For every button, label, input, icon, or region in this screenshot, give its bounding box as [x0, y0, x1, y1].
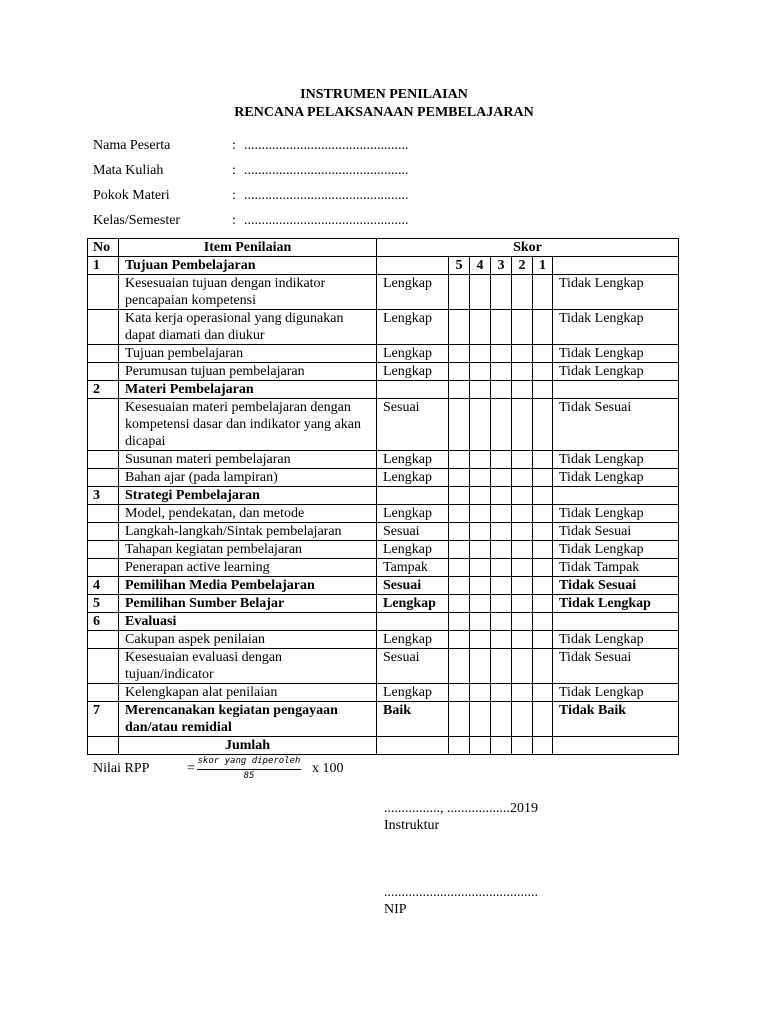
score-header-4: 4	[470, 257, 491, 275]
item-row	[88, 684, 679, 702]
score-cell	[491, 559, 512, 577]
score-cell	[470, 381, 491, 399]
criteria-positive: Lengkap	[377, 310, 449, 345]
total-no-cell	[88, 737, 119, 755]
item-no-cell	[88, 399, 119, 451]
section-title: Pemilihan Sumber Belajar	[119, 595, 377, 613]
score-header-5: 5	[449, 257, 470, 275]
signature-name-line: ............................................	[384, 885, 538, 900]
score-cell	[512, 523, 533, 541]
item-no-cell	[88, 559, 119, 577]
criteria-negative: Tidak Lengkap	[553, 541, 679, 559]
item-row	[88, 310, 679, 345]
criteria-positive: Lengkap	[377, 505, 449, 523]
score-cell	[449, 577, 470, 595]
info-label: Nama Peserta	[93, 138, 171, 153]
formula-equals: =	[187, 761, 195, 776]
item-row	[88, 541, 679, 559]
score-cell	[491, 523, 512, 541]
item-no-cell	[88, 275, 119, 310]
criteria-negative: Tidak Lengkap	[553, 469, 679, 487]
formula-label: Nilai RPP	[93, 761, 150, 776]
criteria-positive: Lengkap	[377, 345, 449, 363]
document-subtitle: RENCANA PELAKSANAAN PEMBELAJARAN	[234, 105, 534, 120]
section-number: 6	[88, 613, 119, 631]
score-cell	[512, 505, 533, 523]
info-row-mata-kuliah	[93, 162, 409, 187]
criteria-positive: Lengkap	[377, 541, 449, 559]
criteria-positive: Sesuai	[377, 649, 449, 684]
criteria-positive: Lengkap	[377, 451, 449, 469]
score-cell	[533, 631, 553, 649]
header-item: Item Penilaian	[119, 239, 377, 257]
score-cell	[533, 275, 553, 310]
score-cell	[512, 275, 533, 310]
section-row	[88, 381, 679, 399]
section-row	[88, 595, 679, 613]
item-text: Cakupan aspek penilaian	[119, 631, 377, 649]
score-cell	[491, 684, 512, 702]
score-cell	[533, 505, 553, 523]
section-number: 4	[88, 577, 119, 595]
score-cell	[533, 451, 553, 469]
score-cell	[470, 631, 491, 649]
item-row	[88, 505, 679, 523]
score-cell	[449, 649, 470, 684]
score-cell	[449, 737, 470, 755]
criteria-positive: Lengkap	[377, 631, 449, 649]
score-cell	[533, 649, 553, 684]
item-text: Kelengkapan alat penilaian	[119, 684, 377, 702]
score-header-3: 3	[491, 257, 512, 275]
score-cell	[533, 577, 553, 595]
section-number: 5	[88, 595, 119, 613]
criteria-positive	[377, 737, 449, 755]
score-cell	[449, 505, 470, 523]
criteria-positive	[377, 381, 449, 399]
item-row	[88, 559, 679, 577]
item-no-cell	[88, 505, 119, 523]
criteria-positive: Baik	[377, 702, 449, 737]
score-cell	[470, 684, 491, 702]
score-cell	[491, 399, 512, 451]
score-cell	[512, 381, 533, 399]
score-cell	[491, 541, 512, 559]
score-cell	[533, 487, 553, 505]
score-cell	[470, 613, 491, 631]
score-cell	[512, 737, 533, 755]
section-title: Tujuan Pembelajaran	[119, 257, 377, 275]
score-cell	[512, 702, 533, 737]
score-cell	[449, 702, 470, 737]
score-cell	[491, 702, 512, 737]
section-title: Evaluasi	[119, 613, 377, 631]
score-cell	[491, 577, 512, 595]
score-cell	[491, 631, 512, 649]
signature-nip: NIP	[384, 902, 407, 917]
header-skor: Skor	[377, 239, 679, 257]
score-cell	[449, 541, 470, 559]
score-cell	[491, 595, 512, 613]
criteria-positive	[377, 613, 449, 631]
score-cell	[491, 451, 512, 469]
score-cell	[491, 363, 512, 381]
info-separator: :	[232, 188, 236, 203]
score-cell	[449, 381, 470, 399]
score-formula	[93, 753, 413, 793]
table-header-row	[88, 239, 679, 257]
criteria-negative: Tidak Lengkap	[553, 684, 679, 702]
criteria-negative: Tidak Sesuai	[553, 577, 679, 595]
item-text: Tahapan kegiatan pembelajaran	[119, 541, 377, 559]
item-no-cell	[88, 631, 119, 649]
document-title: INSTRUMEN PENILAIAN	[300, 87, 468, 102]
score-cell	[491, 310, 512, 345]
item-row	[88, 345, 679, 363]
section-number: 2	[88, 381, 119, 399]
score-cell	[470, 345, 491, 363]
item-text: Kata kerja operasional yang digunakan dapat diamati dan diukur	[119, 310, 377, 345]
score-cell	[533, 541, 553, 559]
score-cell	[533, 469, 553, 487]
score-cell	[470, 505, 491, 523]
score-cell	[533, 310, 553, 345]
criteria-positive: Sesuai	[377, 523, 449, 541]
criteria-positive: Lengkap	[377, 363, 449, 381]
criteria-negative: Tidak Lengkap	[553, 363, 679, 381]
score-cell	[449, 631, 470, 649]
criteria-positive	[377, 487, 449, 505]
criteria-positive: Lengkap	[377, 275, 449, 310]
section-row	[88, 577, 679, 595]
score-cell	[533, 345, 553, 363]
item-no-cell	[88, 310, 119, 345]
criteria-negative	[553, 381, 679, 399]
score-cell	[533, 684, 553, 702]
info-fill-line: ...............................................	[244, 138, 409, 153]
item-text: Kesesuaian tujuan dengan indikator pencapaian kompetensi	[119, 275, 377, 310]
section-row	[88, 487, 679, 505]
score-cell	[491, 345, 512, 363]
formula-multiplier: x 100	[312, 761, 344, 776]
info-fill-line: ...............................................	[244, 213, 409, 228]
info-fill-line: ...............................................	[244, 188, 409, 203]
participant-info	[93, 137, 409, 237]
item-no-cell	[88, 363, 119, 381]
item-row	[88, 469, 679, 487]
score-cell	[512, 469, 533, 487]
criteria-positive: Lengkap	[377, 595, 449, 613]
criteria-negative	[553, 737, 679, 755]
score-cell	[449, 613, 470, 631]
score-cell	[533, 613, 553, 631]
score-cell	[491, 737, 512, 755]
criteria-negative: Tidak Lengkap	[553, 310, 679, 345]
criteria-positive: Lengkap	[377, 684, 449, 702]
score-spacer	[553, 257, 679, 275]
score-cell	[470, 275, 491, 310]
score-cell	[512, 577, 533, 595]
criteria-positive: Sesuai	[377, 399, 449, 451]
info-separator: :	[232, 138, 236, 153]
score-cell	[491, 275, 512, 310]
item-text: Langkah-langkah/Sintak pembelajaran	[119, 523, 377, 541]
formula-numerator: skor yang diperoleh	[197, 755, 301, 770]
score-cell	[512, 595, 533, 613]
info-row-kelas-semester	[93, 212, 409, 237]
item-text: Susunan materi pembelajaran	[119, 451, 377, 469]
criteria-negative: Tidak Sesuai	[553, 399, 679, 451]
item-text: Perumusan tujuan pembelajaran	[119, 363, 377, 381]
score-cell	[533, 523, 553, 541]
score-cell	[512, 487, 533, 505]
score-cell	[533, 363, 553, 381]
criteria-negative: Tidak Lengkap	[553, 275, 679, 310]
score-cell	[512, 345, 533, 363]
assessment-table	[87, 238, 679, 755]
section-row	[88, 613, 679, 631]
criteria-positive: Sesuai	[377, 577, 449, 595]
score-cell	[470, 737, 491, 755]
info-row-nama-peserta	[93, 137, 409, 162]
item-text: Bahan ajar (pada lampiran)	[119, 469, 377, 487]
item-no-cell	[88, 451, 119, 469]
score-cell	[470, 559, 491, 577]
section-title: Merencanakan kegiatan pengayaan dan/atau remidial	[119, 702, 377, 737]
item-row	[88, 523, 679, 541]
score-cell	[470, 595, 491, 613]
section-row	[88, 702, 679, 737]
score-cell	[470, 399, 491, 451]
section-number: 7	[88, 702, 119, 737]
header-no: No	[88, 239, 119, 257]
score-cell	[449, 684, 470, 702]
formula-fraction	[197, 755, 301, 783]
score-cell	[491, 469, 512, 487]
item-text: Kesesuaian evaluasi dengan tujuan/indicator	[119, 649, 377, 684]
score-cell	[533, 595, 553, 613]
section-title: Materi Pembelajaran	[119, 381, 377, 399]
score-header-2: 2	[512, 257, 533, 275]
score-cell	[470, 702, 491, 737]
score-cell	[449, 451, 470, 469]
info-row-pokok-materi	[93, 187, 409, 212]
item-no-cell	[88, 523, 119, 541]
score-cell	[470, 577, 491, 595]
signature-date-line: ................, ..................2019	[384, 801, 538, 816]
score-cell	[512, 631, 533, 649]
score-cell	[449, 595, 470, 613]
score-cell	[491, 505, 512, 523]
item-row	[88, 399, 679, 451]
score-cell	[449, 559, 470, 577]
score-spacer	[377, 257, 449, 275]
total-label: Jumlah	[119, 737, 377, 755]
criteria-negative: Tidak Lengkap	[553, 631, 679, 649]
info-separator: :	[232, 163, 236, 178]
item-text: Model, pendekatan, dan metode	[119, 505, 377, 523]
item-text: Penerapan active learning	[119, 559, 377, 577]
signature-role: Instruktur	[384, 818, 440, 833]
assessment-table-body	[88, 239, 679, 755]
score-cell	[449, 523, 470, 541]
score-cell	[491, 381, 512, 399]
score-cell	[512, 541, 533, 559]
section-number: 1	[88, 257, 119, 275]
info-label: Mata Kuliah	[93, 163, 164, 178]
item-text: Tujuan pembelajaran	[119, 345, 377, 363]
item-row	[88, 631, 679, 649]
criteria-negative: Tidak Baik	[553, 702, 679, 737]
score-cell	[512, 559, 533, 577]
item-no-cell	[88, 541, 119, 559]
score-cell	[512, 363, 533, 381]
score-cell	[470, 523, 491, 541]
score-cell	[491, 613, 512, 631]
info-separator: :	[232, 213, 236, 228]
score-cell	[470, 451, 491, 469]
score-cell	[512, 310, 533, 345]
info-label: Kelas/Semester	[93, 213, 181, 228]
score-cell	[470, 649, 491, 684]
info-fill-line: ...............................................	[244, 163, 409, 178]
info-label: Pokok Materi	[93, 188, 170, 203]
score-cell	[533, 737, 553, 755]
score-cell	[449, 275, 470, 310]
score-header-1: 1	[533, 257, 553, 275]
score-cell	[512, 451, 533, 469]
score-cell	[449, 487, 470, 505]
score-cell	[470, 363, 491, 381]
item-no-cell	[88, 684, 119, 702]
criteria-negative: Tidak Lengkap	[553, 505, 679, 523]
criteria-positive: Lengkap	[377, 469, 449, 487]
score-cell	[449, 310, 470, 345]
score-cell	[512, 684, 533, 702]
criteria-negative: Tidak Lengkap	[553, 345, 679, 363]
criteria-negative: Tidak Lengkap	[553, 595, 679, 613]
score-cell	[491, 487, 512, 505]
score-cell	[470, 487, 491, 505]
total-row	[88, 737, 679, 755]
item-row	[88, 649, 679, 684]
score-cell	[449, 399, 470, 451]
item-row	[88, 363, 679, 381]
score-cell	[533, 399, 553, 451]
section-number: 3	[88, 487, 119, 505]
item-row	[88, 275, 679, 310]
score-cell	[470, 469, 491, 487]
criteria-negative: Tidak Lengkap	[553, 451, 679, 469]
criteria-negative	[553, 613, 679, 631]
item-no-cell	[88, 649, 119, 684]
formula-denominator: 85	[243, 771, 255, 781]
score-cell	[449, 345, 470, 363]
criteria-negative: Tidak Sesuai	[553, 649, 679, 684]
score-cell	[491, 649, 512, 684]
score-cell	[470, 541, 491, 559]
section-row	[88, 257, 679, 275]
criteria-negative: Tidak Sesuai	[553, 523, 679, 541]
criteria-negative	[553, 487, 679, 505]
score-cell	[533, 381, 553, 399]
document-title-block	[0, 86, 768, 122]
score-cell	[533, 559, 553, 577]
item-no-cell	[88, 345, 119, 363]
section-title: Strategi Pembelajaran	[119, 487, 377, 505]
criteria-negative: Tidak Tampak	[553, 559, 679, 577]
item-no-cell	[88, 469, 119, 487]
item-row	[88, 451, 679, 469]
score-cell	[449, 469, 470, 487]
score-cell	[533, 702, 553, 737]
score-cell	[512, 613, 533, 631]
score-cell	[449, 363, 470, 381]
section-title: Pemilihan Media Pembelajaran	[119, 577, 377, 595]
score-cell	[512, 399, 533, 451]
score-cell	[512, 649, 533, 684]
item-text: Kesesuaian materi pembelajaran dengan kompetensi dasar dan indikator yang akan dicapai	[119, 399, 377, 451]
criteria-positive: Tampak	[377, 559, 449, 577]
score-cell	[470, 310, 491, 345]
